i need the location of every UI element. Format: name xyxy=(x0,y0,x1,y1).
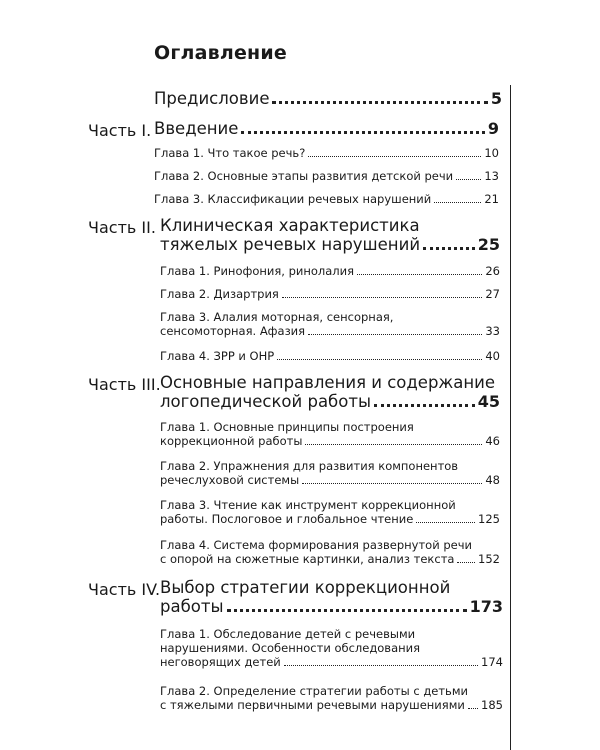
page-number: 152 xyxy=(478,552,500,566)
leader-dots xyxy=(357,265,482,275)
chapter-entry[interactable] xyxy=(160,287,500,301)
page-number: 46 xyxy=(485,434,500,448)
part-title-entry[interactable] xyxy=(160,373,500,411)
chapter-title: Глава 2. Определение стратегии работы с детьми xyxy=(160,684,468,698)
chapter-entry[interactable] xyxy=(160,264,500,278)
chapter-entry[interactable] xyxy=(160,684,503,712)
chapter-title: коррекционной работы xyxy=(160,434,303,448)
leader-dots xyxy=(457,553,475,563)
leader-dots xyxy=(305,435,482,445)
page-number: 26 xyxy=(485,264,500,278)
chapter-title: Глава 3. Алалия моторная, сенсорная, xyxy=(160,310,394,324)
chapter-entry[interactable] xyxy=(160,538,500,566)
chapter-title: работы. Послоговое и глобальное чтение xyxy=(160,512,414,526)
part-title-entry[interactable] xyxy=(160,216,500,254)
leader-dots xyxy=(282,288,483,298)
page-number: 21 xyxy=(484,192,499,206)
chapter-title: с тяжелыми первичными речевыми нарушениями xyxy=(160,698,465,712)
page-number: 40 xyxy=(485,349,500,363)
chapter-title: нарушениями. Особенности обследования xyxy=(160,641,421,655)
part-title: Клиническая характеристика xyxy=(160,216,420,235)
chapter-title: неговорящих детей xyxy=(160,655,281,669)
chapter-title: сенсомоторная. Афазия xyxy=(160,324,306,338)
chapter-entry[interactable] xyxy=(160,420,500,448)
chapter-entry[interactable] xyxy=(160,310,500,338)
page-number: 10 xyxy=(484,146,499,160)
leader-dots xyxy=(241,119,484,134)
preface-label: Предисловие xyxy=(154,89,270,109)
chapter-entry[interactable] xyxy=(160,349,500,363)
chapter-title: Глава 4. Система формирования развернутой речи xyxy=(160,538,472,552)
leader-dots xyxy=(302,474,482,484)
page-number: 174 xyxy=(481,655,503,669)
page-number: 25 xyxy=(477,235,500,255)
page-number: 9 xyxy=(487,119,499,139)
leader-dots xyxy=(423,235,475,250)
preface-entry[interactable] xyxy=(154,89,502,108)
part-title: логопедической работы xyxy=(160,392,371,412)
part-title-entry[interactable] xyxy=(160,578,503,616)
chapter-title: с опорой на сюжетные картинки, анализ текста xyxy=(160,552,455,566)
chapter-entry[interactable] xyxy=(160,627,503,669)
chapter-entry[interactable] xyxy=(154,146,499,160)
page-number: 5 xyxy=(490,89,502,109)
chapter-title: Глава 3. Классификации речевых нарушений xyxy=(154,192,432,206)
leader-dots xyxy=(456,170,481,180)
page-number: 45 xyxy=(477,392,500,412)
part-title: тяжелых речевых нарушений xyxy=(160,235,421,255)
page-number: 125 xyxy=(478,512,500,526)
part-title: Основные направления и содержание xyxy=(160,373,496,392)
chapter-title: Глава 1. Основные принципы построения xyxy=(160,420,414,434)
part-label: Часть IV. xyxy=(88,580,161,599)
chapter-title: Глава 2. Основные этапы развития детской речи xyxy=(154,169,454,183)
part-title: работы xyxy=(160,597,224,617)
page-number: 33 xyxy=(485,324,500,338)
chapter-title: Глава 1. Ринофония, ринолалия xyxy=(160,264,355,278)
leader-dots xyxy=(277,350,482,360)
chapter-title: Глава 1. Что такое речь? xyxy=(154,146,306,160)
part-title: Выбор стратегии коррекционной xyxy=(160,578,451,597)
leader-dots xyxy=(468,699,478,709)
part-title-entry[interactable] xyxy=(154,119,499,138)
chapter-entry[interactable] xyxy=(160,459,500,487)
leader-dots xyxy=(416,513,475,523)
page-title: Оглавление xyxy=(154,42,287,64)
part-label: Часть I. xyxy=(88,121,152,140)
chapter-title: Глава 3. Чтение как инструмент коррекционной xyxy=(160,498,456,512)
leader-dots xyxy=(374,392,475,407)
chapter-title: Глава 1. Обследование детей с речевыми xyxy=(160,627,416,641)
page-number: 27 xyxy=(485,287,500,301)
page-number: 173 xyxy=(469,597,503,617)
leader-dots xyxy=(284,656,478,666)
leader-dots xyxy=(434,193,481,203)
chapter-title: Глава 2. Упражнения для развития компонентов xyxy=(160,459,459,473)
margin-rule xyxy=(510,85,511,750)
part-title: Введение xyxy=(154,119,239,139)
page-number: 185 xyxy=(481,698,503,712)
part-label: Часть II. xyxy=(88,218,156,237)
part-label: Часть III. xyxy=(88,375,161,394)
leader-dots xyxy=(272,89,487,104)
page-number: 13 xyxy=(484,169,499,183)
leader-dots xyxy=(308,147,481,157)
chapter-title: Глава 2. Дизартрия xyxy=(160,287,279,301)
chapter-entry[interactable] xyxy=(160,498,500,526)
chapter-entry[interactable] xyxy=(154,192,499,206)
leader-dots xyxy=(227,597,467,612)
chapter-entry[interactable] xyxy=(154,169,499,183)
leader-dots xyxy=(308,325,482,335)
chapter-title: речеслуховой системы xyxy=(160,473,300,487)
page-number: 48 xyxy=(485,473,500,487)
chapter-title: Глава 4. ЗРР и ОНР xyxy=(160,349,275,363)
